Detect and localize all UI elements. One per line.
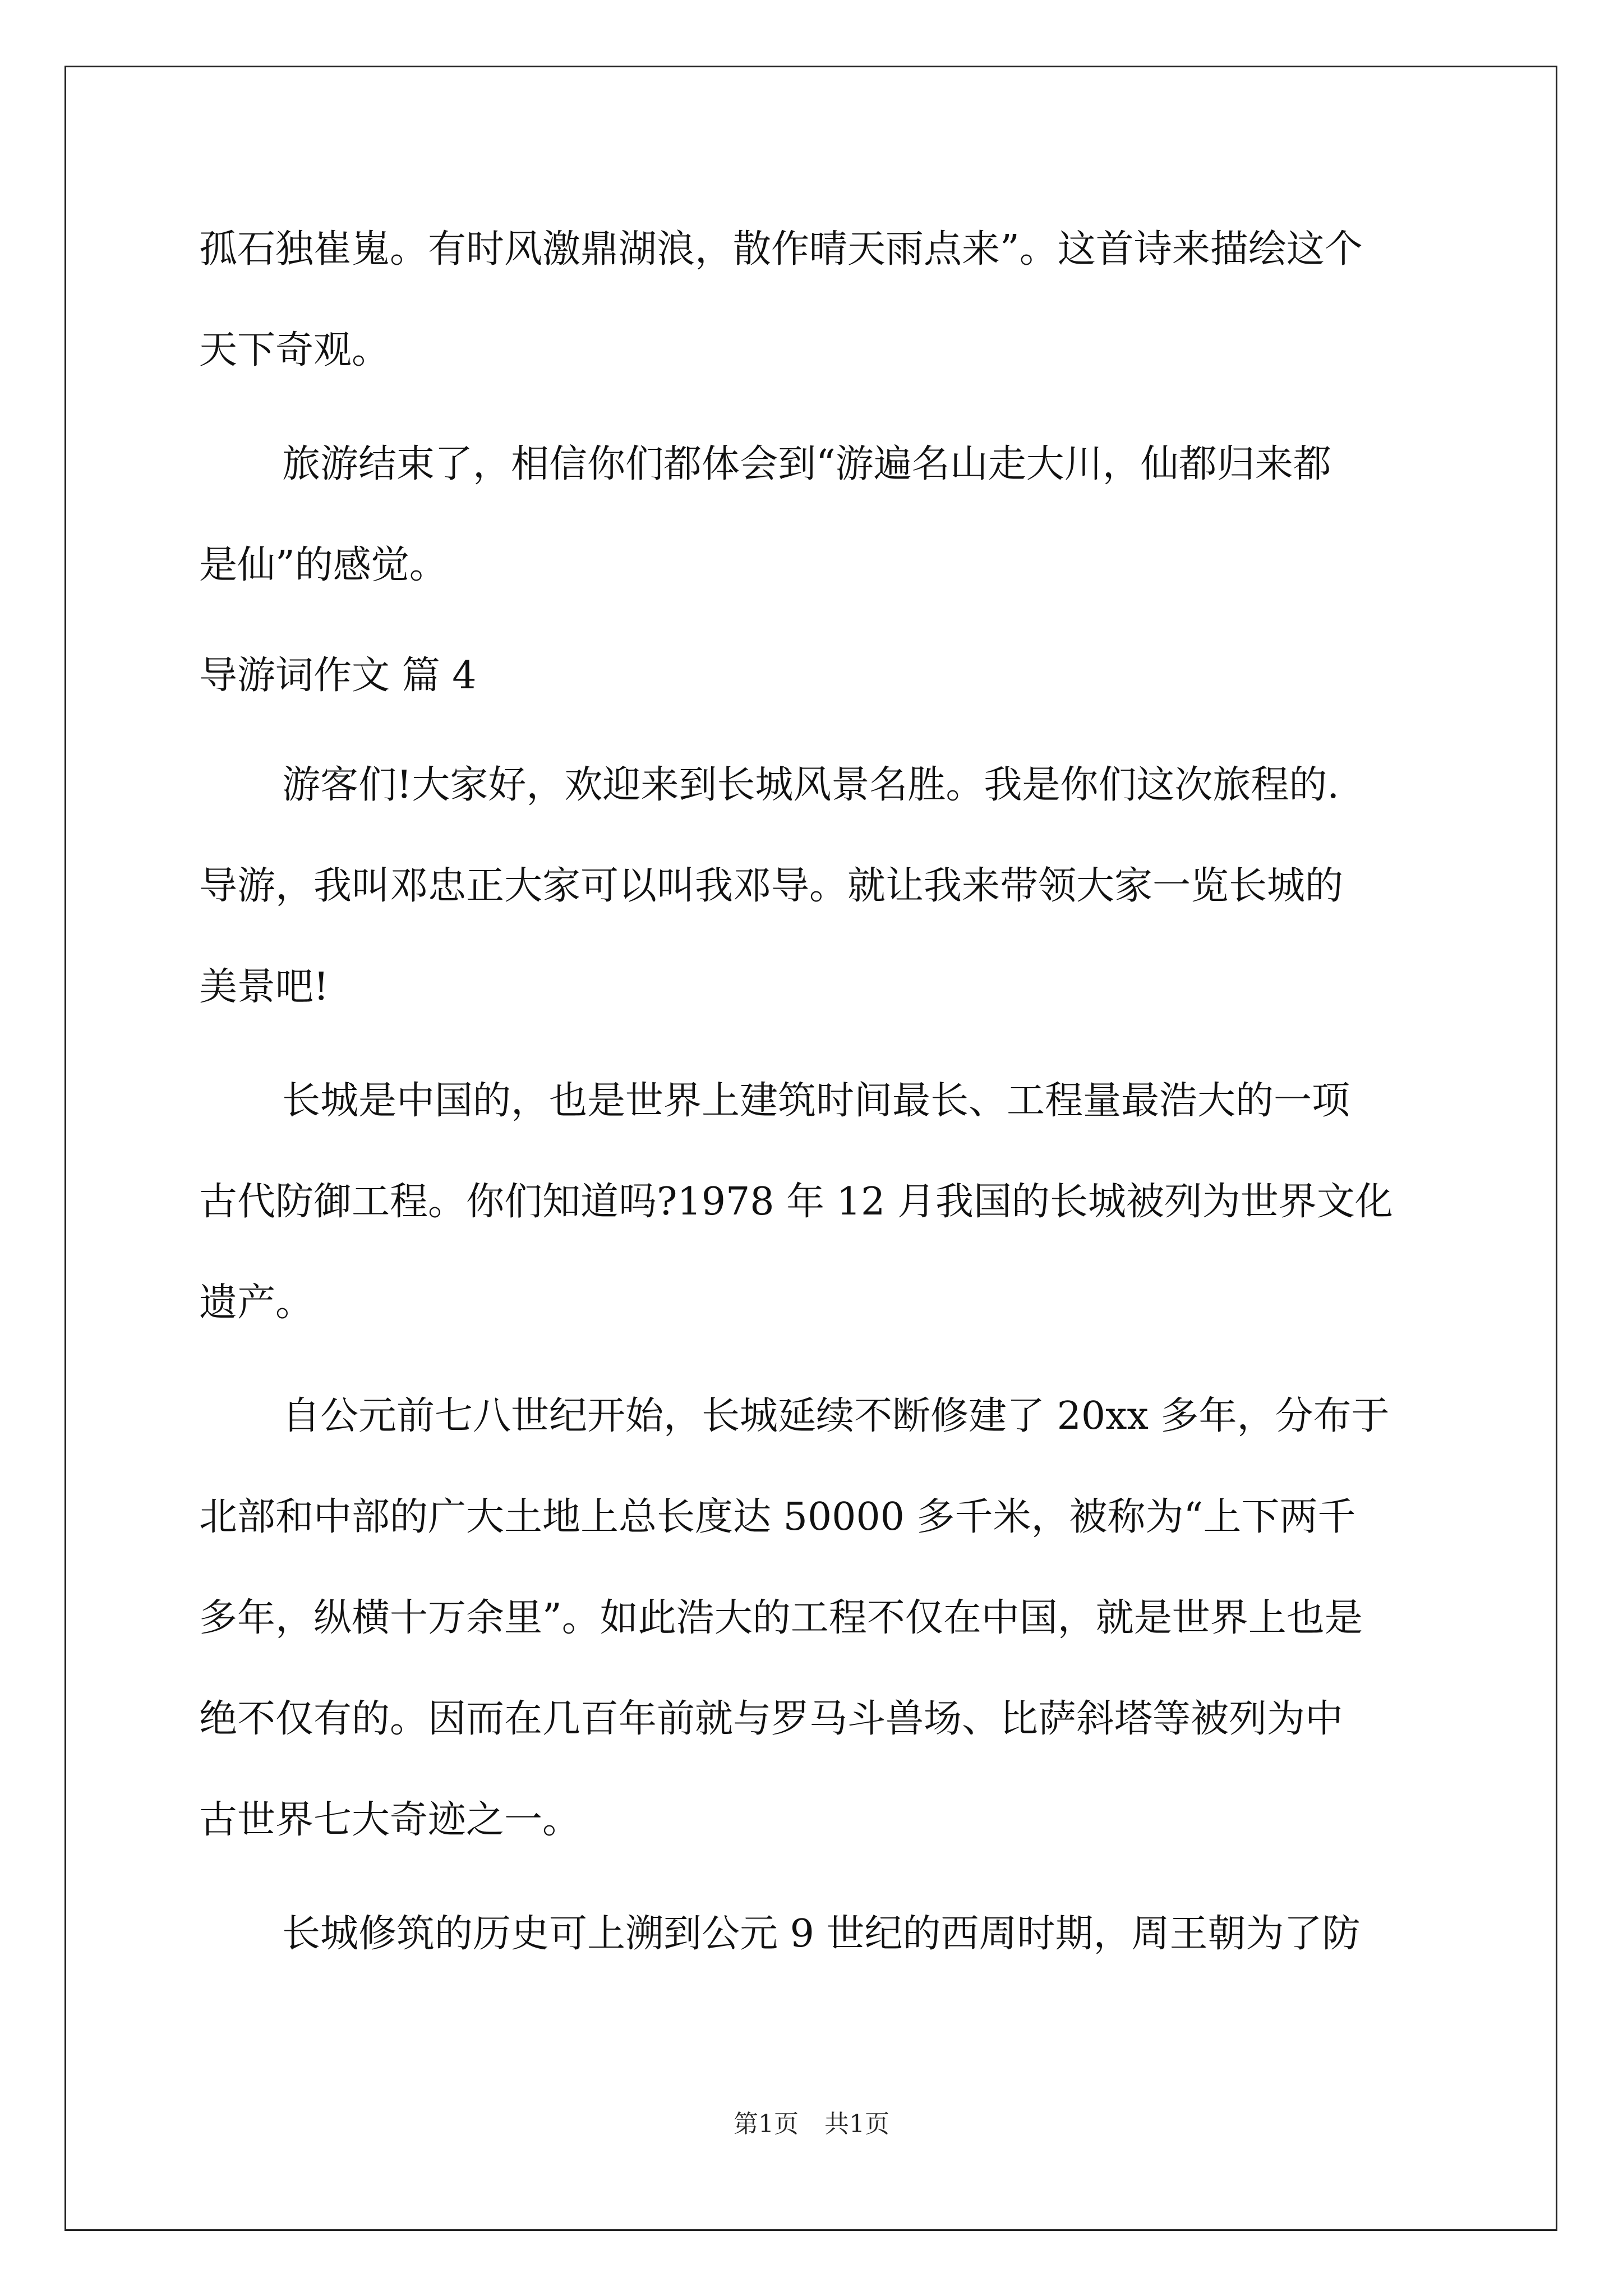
text-line: 古世界七大奇迹之一。 <box>199 1798 581 1842</box>
text-line: 绝不仅有的。因而在几百年前就与罗马斗兽场、比萨斜塔等被列为中 <box>199 1697 1344 1741</box>
section-heading: 导游词作文 篇 4 <box>199 654 477 698</box>
page-footer <box>0 2104 1623 2139</box>
text-line: 遗产。 <box>199 1281 314 1325</box>
text-line: 是仙”的感觉。 <box>199 543 448 587</box>
text-line: 导游，我叫邓忠正大家可以叫我邓导。就让我来带领大家一览长城的 <box>199 864 1344 908</box>
page-total: 共1页 <box>824 2110 889 2138</box>
text-line: 孤石独崔嵬。有时风激鼎湖浪，散作晴天雨点来”。这首诗来描绘这个 <box>199 227 1363 272</box>
text-line: 北部和中部的广大土地上总长度达 50000 多千米，被称为“上下两千 <box>199 1495 1356 1539</box>
text-line: 天下奇观。 <box>199 328 390 372</box>
text-line: 美景吧! <box>199 965 329 1009</box>
paragraph-first-line: 旅游结束了，相信你们都体会到“游遍名山走大川，仙都归来都 <box>282 442 1331 486</box>
text-line: 古代防御工程。你们知道吗?1978 年 12 月我国的长城被列为世界文化 <box>199 1180 1393 1224</box>
page-number: 第1页 <box>734 2110 799 2138</box>
paragraph-first-line: 自公元前七八世纪开始，长城延续不断修建了 20xx 多年，分布于 <box>282 1394 1390 1438</box>
text-line: 多年，纵横十万余里”。如此浩大的工程不仅在中国，就是世界上也是 <box>199 1596 1363 1640</box>
paragraph-first-line: 长城是中国的，也是世界上建筑时间最长、工程量最浩大的一项 <box>282 1079 1350 1123</box>
paragraph-first-line: 长城修筑的历史可上溯到公元 9 世纪的西周时期，周王朝为了防 <box>282 1912 1361 1956</box>
paragraph-first-line: 游客们!大家好，欢迎来到长城风景名胜。我是你们这次旅程的. <box>282 763 1339 807</box>
